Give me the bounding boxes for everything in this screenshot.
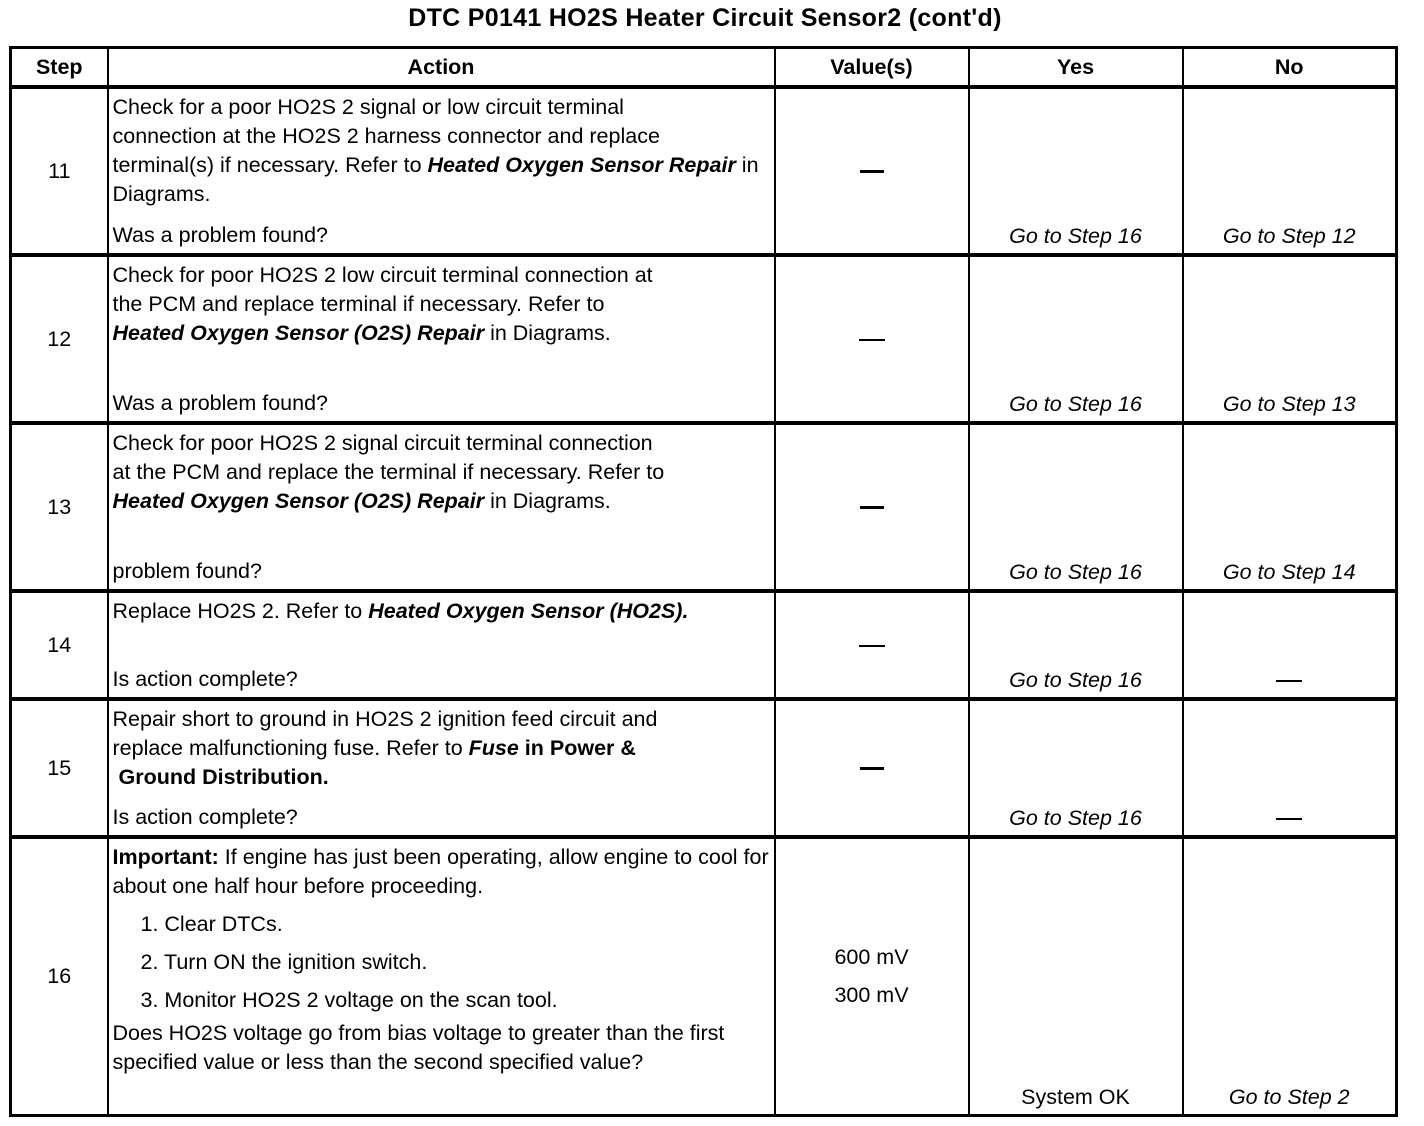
question-text: Was a problem found? — [112, 391, 329, 415]
value-cell — [775, 591, 969, 699]
header-row — [11, 48, 1397, 88]
reference-link: Heated Oxygen Sensor Repair — [427, 153, 736, 177]
important-note: Important: If engine has just been operating, allow engine to cool for about one half hour before proceeding. — [112, 845, 769, 898]
yes-cell: Go to Step 16 — [969, 423, 1183, 591]
page-title: DTC P0141 HO2S Heater Circuit Sensor2 (cont'd) — [408, 4, 1002, 32]
table-row — [11, 591, 1397, 699]
value-low: 300 mV — [834, 983, 909, 1008]
question-text: Does HO2S voltage go from bias voltage to greater than the first specified value or less than the second specified value? — [112, 1021, 725, 1074]
diagnostic-table — [9, 46, 1398, 1117]
no-cell — [1183, 591, 1397, 699]
dash-symbol — [860, 506, 884, 509]
col-header-values: Value(s) — [775, 48, 969, 88]
step-number: 15 — [11, 699, 108, 837]
value-cell — [775, 699, 969, 837]
action-cell — [108, 423, 775, 591]
list-item: 1. Clear DTCs. — [140, 912, 283, 936]
step-number: 13 — [11, 423, 108, 591]
table-row — [11, 255, 1397, 423]
dash-symbol — [860, 170, 884, 173]
table-row — [11, 699, 1397, 837]
question-text: Was a problem found? — [112, 223, 329, 247]
no-cell: Go to Step 13 — [1183, 255, 1397, 423]
action-cell — [108, 591, 775, 699]
action-text: Check for a poor HO2S 2 signal or low circuit terminal connection at the HO2S 2 harness connector and replace terminal(s) if necessary. Refer to Heated Oxygen Sensor Repair in Diagrams. — [112, 95, 759, 206]
question-text: problem found? — [112, 559, 262, 583]
action-cell — [108, 837, 775, 1115]
yes-cell: System OK — [969, 837, 1183, 1115]
no-cell: Go to Step 12 — [1183, 87, 1397, 255]
action-text: Check for poor HO2S 2 signal circuit terminal connection at the PCM and replace the terminal if necessary. Refer to Heated Oxygen Sensor (O2S) Repair in Diagrams. — [112, 431, 665, 513]
yes-cell: Go to Step 16 — [969, 591, 1183, 699]
table-row — [11, 837, 1397, 1115]
reference-link: Heated Oxygen Sensor (O2S) Repair — [112, 321, 485, 345]
no-cell: Go to Step 14 — [1183, 423, 1397, 591]
action-text: Repair short to ground in HO2S 2 ignition feed circuit and replace malfunctioning fuse. Refer to Fuse in Power & Ground Distribution. — [112, 707, 658, 789]
list-item: 3. Monitor HO2S 2 voltage on the scan tool. — [140, 988, 558, 1012]
action-text: Check for poor HO2S 2 low circuit terminal connection at the PCM and replace terminal if necessary. Refer to Heated Oxygen Sensor (O2S) Repair in Diagrams. — [112, 263, 653, 345]
value-cell — [775, 837, 969, 1115]
action-cell — [108, 255, 775, 423]
yes-cell: Go to Step 16 — [969, 255, 1183, 423]
dash-symbol — [859, 645, 885, 647]
dash-symbol — [859, 339, 885, 341]
col-header-action: Action — [108, 48, 775, 88]
reference-link: Heated Oxygen Sensor (HO2S). — [368, 599, 689, 623]
action-cell — [108, 87, 775, 255]
dash-symbol — [860, 767, 884, 770]
value-cell — [775, 87, 969, 255]
value-high: 600 mV — [834, 945, 909, 970]
yes-cell: Go to Step 16 — [969, 87, 1183, 255]
col-header-no: No — [1183, 48, 1397, 88]
question-text: Is action complete? — [112, 667, 298, 691]
value-cell — [775, 423, 969, 591]
dash-symbol — [1276, 818, 1302, 820]
no-cell — [1183, 699, 1397, 837]
reference-link: Heated Oxygen Sensor (O2S) Repair — [112, 489, 485, 513]
col-header-yes: Yes — [969, 48, 1183, 88]
procedure-list — [113, 905, 770, 1019]
action-text: Replace HO2S 2. Refer to Heated Oxygen Sensor (HO2S). — [112, 599, 689, 623]
important-label: Important: — [112, 845, 219, 869]
yes-cell: Go to Step 16 — [969, 699, 1183, 837]
no-cell: Go to Step 2 — [1183, 837, 1397, 1115]
value-cell — [775, 255, 969, 423]
step-number: 11 — [11, 87, 108, 255]
table-row — [11, 423, 1397, 591]
list-item: 2. Turn ON the ignition switch. — [140, 950, 428, 974]
table-row — [11, 87, 1397, 255]
step-number: 16 — [11, 837, 108, 1115]
col-header-step: Step — [11, 48, 108, 88]
question-text: Is action complete? — [112, 805, 298, 829]
reference-link: Fuse — [468, 736, 519, 760]
step-number: 14 — [11, 591, 108, 699]
action-cell — [108, 699, 775, 837]
step-number: 12 — [11, 255, 108, 423]
dash-symbol — [1276, 680, 1302, 682]
